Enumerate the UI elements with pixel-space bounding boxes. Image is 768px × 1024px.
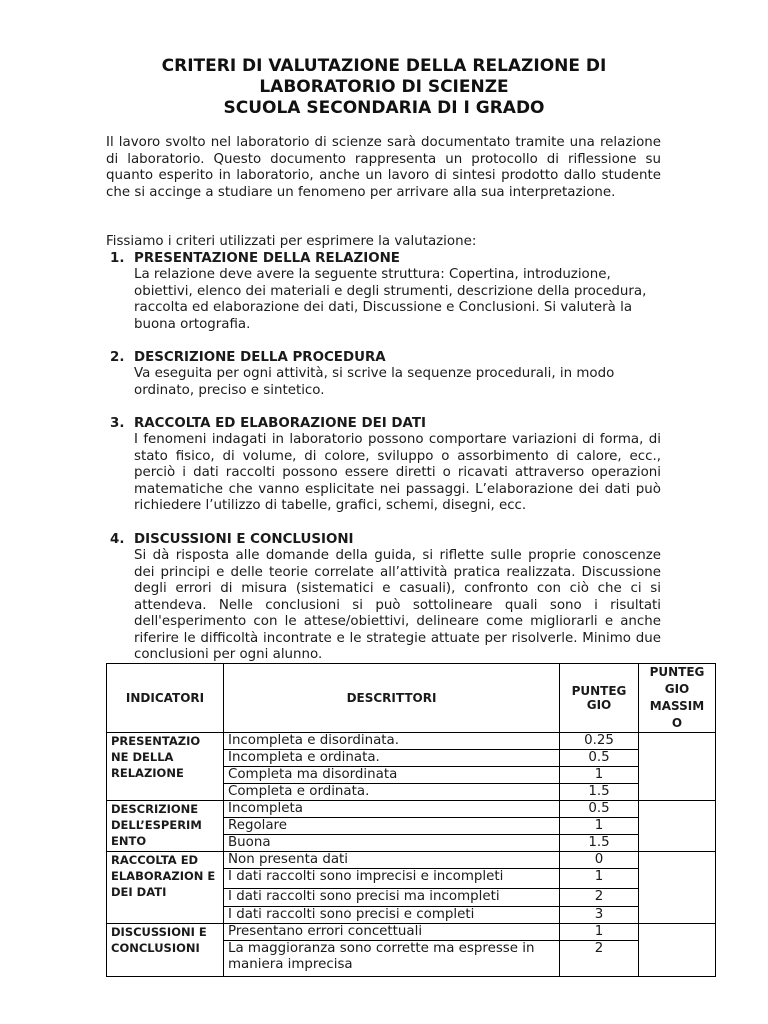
table-row <box>107 801 716 818</box>
criterion-3-number: 3. <box>110 416 125 431</box>
descriptor-cell: La maggioranza sono corrette ma espresse in maniera imprecisa <box>224 941 560 977</box>
indicator-descrizione: DESCRIZIONE DELL’ESPERIM ENTO <box>107 801 224 852</box>
descriptor-cell: I dati raccolti sono precisi ma incompleti <box>224 889 560 907</box>
points-cell: 2 <box>560 941 639 977</box>
header-punteggio: PUNTEG GIO <box>560 664 639 733</box>
descriptor-cell: Incompleta e disordinata. <box>224 733 560 750</box>
points-cell: 1.5 <box>560 835 639 852</box>
points-cell: 1 <box>560 924 639 941</box>
indicator-presentazione: PRESENTAZIO NE DELLA RELAZIONE <box>107 733 224 801</box>
points-cell: 0.5 <box>560 801 639 818</box>
indicator-discussioni: DISCUSSIONI E CONCLUSIONI <box>107 924 224 977</box>
table-row <box>107 852 716 869</box>
max-points-cell <box>639 733 716 801</box>
criterion-2-body: Va eseguita per ogni attività, si scrive la sequenze procedurali, in modo ordinato, preciso e sintetico. <box>134 366 615 398</box>
max-points-cell <box>639 801 716 852</box>
descriptor-cell: Buona <box>224 835 560 852</box>
descriptor-cell: Completa e ordinata. <box>224 784 560 801</box>
criterion-4-heading: DISCUSSIONI E CONCLUSIONI <box>134 532 354 547</box>
descriptor-cell: Non presenta dati <box>224 852 560 869</box>
points-cell: 0 <box>560 852 639 869</box>
title-line-3: SCUOLA SECONDARIA DI I GRADO <box>223 98 545 118</box>
descriptor-cell: I dati raccolti sono precisi e completi <box>224 907 560 924</box>
points-cell: 1 <box>560 767 639 784</box>
criterion-4-number: 4. <box>110 532 125 547</box>
header-descrittori: DESCRITTORI <box>224 664 560 733</box>
header-punteggio-massimo: PUNTEG GIO MASSIM O <box>639 664 716 733</box>
criterion-1-number: 1. <box>110 251 125 266</box>
max-points-cell <box>639 924 716 977</box>
criterion-1-heading: PRESENTAZIONE DELLA RELAZIONE <box>134 251 400 266</box>
descriptor-cell: Incompleta <box>224 801 560 818</box>
criterion-2-number: 2. <box>110 350 125 365</box>
header-indicatori: INDICATORI <box>107 664 224 733</box>
points-cell: 1 <box>560 869 639 889</box>
max-points-cell <box>639 852 716 924</box>
descriptor-cell: Regolare <box>224 818 560 835</box>
scoring-table <box>106 663 716 977</box>
points-cell: 0.5 <box>560 750 639 767</box>
descriptor-cell: I dati raccolti sono imprecisi e incompleti <box>224 869 560 889</box>
table-row <box>107 924 716 941</box>
table-header-row <box>107 664 716 733</box>
criterion-4-body: Si dà risposta alle domande della guida, si riflette sulle proprie conoscenze dei principi e delle teorie correlate all’attività pratica realizzata. Discussione degli errori di misura (sistematici e casuali), confronto con ciò che ci si attendeva. Nelle conclusioni si può sottolineare quali sono i risultati dell'esperimento con le attese/obiettivi, delineare come migliorarli e anche riferire le difficoltà incontrate e le strategie attuate per risolverle. Minimo due conclusioni per ogni alunno. <box>134 548 661 662</box>
title-line-1: CRITERI DI VALUTAZIONE DELLA RELAZIONE DI <box>161 56 607 76</box>
points-cell: 3 <box>560 907 639 924</box>
descriptor-cell: Presentano errori concettuali <box>224 924 560 941</box>
title-line-2: LABORATORIO DI SCIENZE <box>259 77 509 97</box>
table-row <box>107 733 716 750</box>
criteria-intro: Fissiamo i criteri utilizzati per esprimere la valutazione: <box>106 234 477 249</box>
criterion-3-heading: RACCOLTA ED ELABORAZIONE DEI DATI <box>134 416 426 431</box>
indicator-raccolta: RACCOLTA ED ELABORAZION E DEI DATI <box>107 852 224 924</box>
criterion-3-body: I fenomeni indagati in laboratorio possono comportare variazioni di forma, di stato fisico, di volume, di colore, sviluppo o assorbimento di calore, ecc., perciò i dati raccolti possono essere diretti o ricavati attraverso operazioni matematiche che vanno esplicitate nei passaggi. L’elaborazione dei dati può richiedere l’utilizzo di tabelle, grafici, schemi, disegni, ecc. <box>134 432 661 513</box>
criterion-2-heading: DESCRIZIONE DELLA PROCEDURA <box>134 350 386 365</box>
points-cell: 0.25 <box>560 733 639 750</box>
points-cell: 2 <box>560 889 639 907</box>
intro-paragraph: Il lavoro svolto nel laboratorio di scienze sarà documentato tramite una relazione di laboratorio. Questo documento rappresenta un protocollo di riflessione su quanto esperito in laboratorio, anche un lavoro di sintesi prodotto dallo studente che si accinge a studiare un fenomeno per arrivare alla sua interpretazione. <box>106 135 661 200</box>
descriptor-cell: Incompleta e ordinata. <box>224 750 560 767</box>
criterion-1-body: La relazione deve avere la seguente struttura: Copertina, introduzione, obiettivi, elenco dei materiali e degli strumenti, descrizione della procedura, raccolta ed elaborazione dei dati, Discussione e Conclusioni. Si valuterà la buona ortografia. <box>134 267 647 332</box>
points-cell: 1 <box>560 818 639 835</box>
points-cell: 1.5 <box>560 784 639 801</box>
descriptor-cell: Completa ma disordinata <box>224 767 560 784</box>
